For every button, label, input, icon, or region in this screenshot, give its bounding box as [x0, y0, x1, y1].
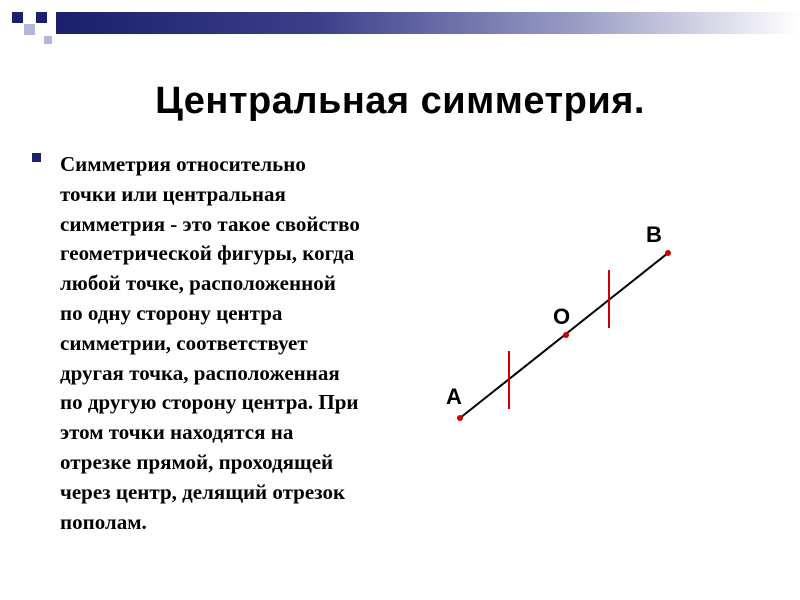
definition-text: Симметрия относительно точки или центральная симметрия - это такое свойство геометрической фигуры, когда любой точке, расположенной по одну сторону центра симметрии, соответствует другая точка, расположенная по другую сторону центра. При этом точки находятся на отрезке прямой, проходящей через центр, делящий отрезок пополам. [60, 152, 360, 534]
point-a-label: А [446, 384, 462, 409]
point-b-label: В [646, 222, 662, 247]
point-a-dot [457, 415, 463, 421]
point-o-label: О [553, 304, 571, 329]
point-o-dot [563, 332, 569, 338]
slide-title: Центральная симметрия. [155, 80, 645, 122]
point-b-dot [665, 250, 671, 256]
